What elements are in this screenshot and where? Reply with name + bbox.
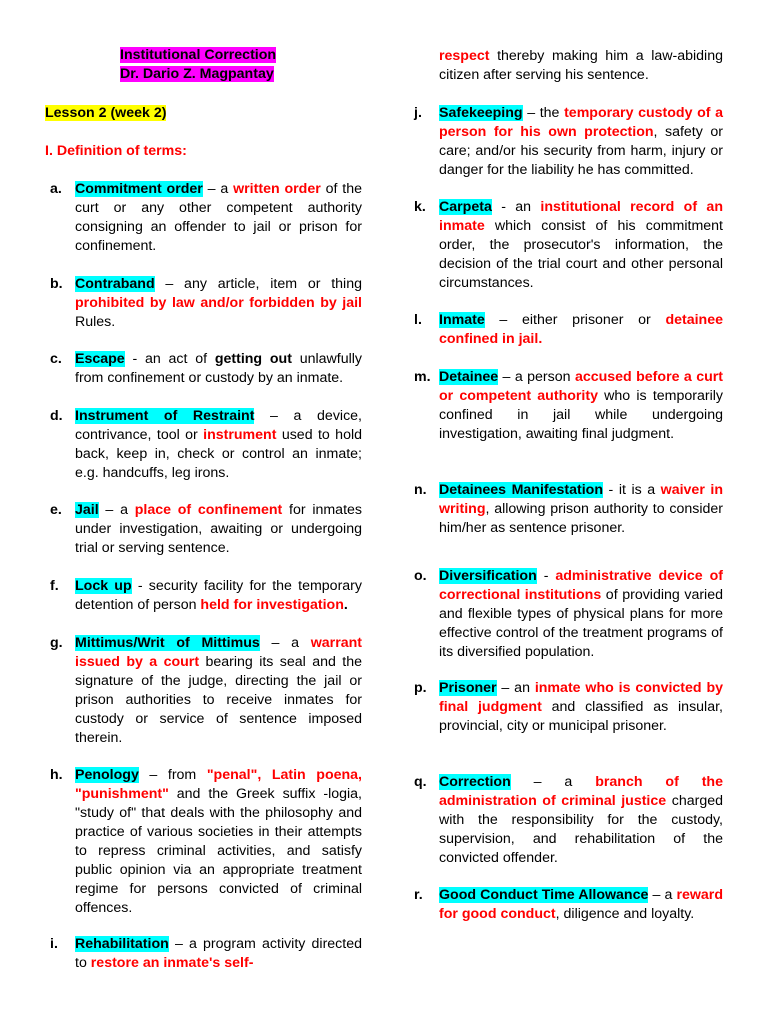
definition-item-i [50,935,362,973]
emphasis: respect [439,48,490,64]
item-marker: j. [414,105,422,121]
emphasis: branch of the administration of criminal justice [439,774,723,809]
text: thereby making him a law-abiding citizen after serving his sentence. [439,48,723,83]
item-marker: m. [414,369,431,385]
bold-text: getting out [214,351,292,367]
text: – a [98,502,135,518]
section-heading: I. Definition of terms: [45,143,187,159]
definition-item-p [414,679,723,736]
term: Detainees Manifestation [439,482,604,498]
item-marker: o. [414,568,427,584]
emphasis: detainee confined in jail [439,312,723,347]
emphasis: instrument [203,427,277,443]
term: Carpeta [439,199,492,215]
emphasis: reward for good conduct [439,887,723,922]
document-title [120,46,276,84]
item-marker: d. [50,408,63,424]
definition-item-q [414,773,723,868]
item-marker: l. [414,312,422,328]
emphasis: held for investigation [200,597,344,613]
title-author: Dr. Dario Z. Magpantay [120,66,274,82]
term: Detainee [439,369,499,385]
definition-item-d [50,407,362,483]
text: and the Greek suffix -logia, "study of" that deals with the philosophy and practice of various societies in their attempts to repress criminal activities, and satisfy public opinion via an appropriate treatment regime for persons convicted of criminal offences. [75,786,362,916]
text: - an act of [124,351,215,367]
emphasis: inmate who is convicted by final judgment [439,680,723,715]
text: . [538,331,543,347]
text: who is temporarily confined in jail while undergoing investigation, awaiting final judgment. [439,388,723,442]
term: Jail [75,502,99,518]
title-course: Institutional Correction [120,47,277,63]
term: Correction [439,774,511,790]
text: – from [138,767,207,783]
text: – an [496,680,535,696]
text: , allowing prison authority to consider him/her as sentence prisoner. [439,501,723,536]
item-marker: h. [50,767,63,783]
item-marker: p. [414,680,427,696]
definition-item-h [50,766,362,918]
text: - an [491,199,541,215]
text: , safety or care; and/or his security from harm, injury or danger for the liability he has committed. [439,124,723,178]
definition-item-a [50,180,362,256]
term: Escape [75,351,125,367]
text: – a program activity directed to [75,936,362,971]
definition-item-e [50,501,362,558]
definition-item-c [50,350,362,388]
definition-item-r [414,886,723,924]
definition-item-i-continued [439,47,723,85]
emphasis: place of confinement [134,502,283,518]
text: – a [202,181,234,197]
text: – a person [498,369,575,385]
term: Instrument of Restraint [75,408,255,424]
text: – either prisoner or [484,312,666,328]
emphasis: written order [233,181,321,197]
term: Diversification [439,568,537,584]
text: . [343,597,348,613]
item-marker: c. [50,351,62,367]
term: Prisoner [439,680,497,696]
term: Safekeeping [439,105,523,121]
item-marker: i. [50,936,58,952]
definition-item-b [50,275,362,332]
item-marker: n. [414,482,427,498]
text: – a [510,774,596,790]
text: for inmates under investigation, awaiting or undergoing trial or serving sentence. [75,502,362,556]
item-marker: r. [414,887,423,903]
item-marker: a. [50,181,62,197]
text: – a device, contrivance, tool or [75,408,362,443]
text: – any article, item or thing [154,276,362,292]
text: bearing its seal and the signature of the judge, directing the jail or prison authorities to receive inmates for custody or service of sentence imposed therein. [75,654,362,746]
term: Mittimus/Writ of Mittimus [75,635,260,651]
emphasis: prohibited by law and/or forbidden by jail [75,295,362,311]
definition-item-m [414,368,723,444]
text: - it is a [603,482,661,498]
emphasis: institutional record of an inmate [439,199,723,234]
text: unlawfully from confinement or custody by an inmate. [75,351,362,386]
emphasis: administrative device of correctional institutions [439,568,723,603]
text: of the curt or any other competent authority consigning an offender to jail or prison for confinement. [75,181,362,254]
text: Rules. [75,314,116,330]
text: – the [522,105,565,121]
term: Good Conduct Time Allowance [439,887,649,903]
text: and classified as insular, provincial, city or municipal prisoner. [439,699,723,734]
definition-item-o [414,567,723,662]
emphasis: waiver in writing [439,482,723,517]
item-marker: g. [50,635,63,651]
definition-item-n [414,481,723,538]
definition-item-f [50,577,362,615]
definition-item-l [414,311,723,349]
item-marker: b. [50,276,63,292]
definition-item-j [414,104,723,180]
text: which consist of his commitment order, the prosecutor's information, the decision of the trial court and other personal circumstances. [439,218,723,291]
text: used to hold back, keep in, check or control an inmate; e.g. handcuffs, leg irons. [75,427,362,481]
lesson-label: Lesson 2 (week 2) [45,105,167,121]
lesson-heading [45,104,166,123]
item-marker: q. [414,774,427,790]
text: charged with the responsibility for the custody, supervision, and rehabilitation of the convicted offender. [439,793,723,866]
term: Rehabilitation [75,936,169,952]
definition-item-g [50,634,362,748]
term: Inmate [439,312,485,328]
text: of providing varied and flexible types of physical plans for more effective control of the treatment programs of its diversified population. [439,587,723,660]
emphasis: restore an inmate's self- [90,955,254,971]
emphasis: warrant issued by a court [75,635,362,670]
text: , diligence and loyalty. [555,906,695,922]
emphasis: "penal", Latin poena, "punishment" [75,767,362,802]
text: - security facility for the temporary detention of person [75,578,362,613]
emphasis: accused before a curt or competent authority [439,369,723,404]
emphasis: temporary custody of a person for his own protection [439,105,723,140]
text: – a [648,887,677,903]
term: Contraband [75,276,155,292]
term: Commitment order [75,181,203,197]
term: Lock up [75,578,132,594]
item-marker: e. [50,502,62,518]
text: - [536,568,556,584]
item-marker: k. [414,199,426,215]
definition-item-k [414,198,723,293]
item-marker: f. [50,578,59,594]
term: Penology [75,767,139,783]
text: – a [259,635,311,651]
